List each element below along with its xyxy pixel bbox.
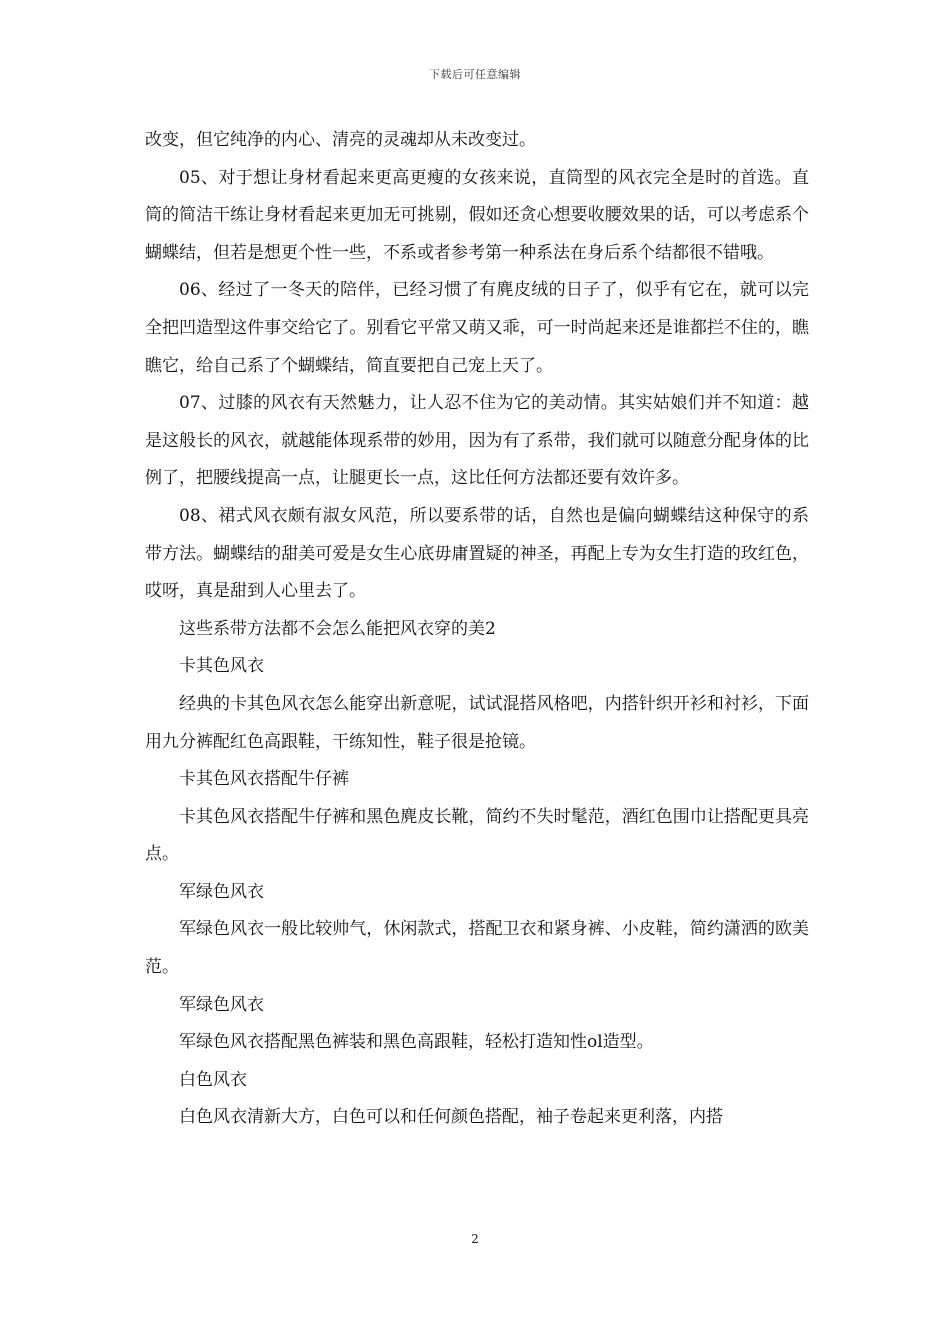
page-header: 下载后可任意编辑 xyxy=(429,68,521,81)
page-number: 2 xyxy=(471,1232,479,1246)
paragraph: 05、对于想让身材看起来更高更瘦的女孩来说，直筒型的风衣完全是时的首选。直筒的简洁干练让身材看起来更加无可挑剔，假如还贪心想要收腰效果的话，可以考虑系个蝴蝶结，但若是想更个性一些，不系或者参考第一种系法在身后系个结都很不错哦。 xyxy=(145,167,809,263)
paragraph: 改变，但它纯净的内心、清亮的灵魂却从未改变过。 xyxy=(145,130,536,150)
paragraph: 08、裙式风衣颇有淑女风范，所以要系带的话，自然也是偏向蝴蝶结这种保守的系带方法。蝴蝶结的甜美可爱是女生心底毋庸置疑的神圣，再配上专为女生打造的玫红色，哎呀，真是甜到人心里去了。 xyxy=(145,505,809,602)
subheading: 军绿色风衣 xyxy=(179,994,264,1015)
paragraph: 军绿色风衣搭配黑色裤装和黑色高跟鞋，轻松打造知性ol造型。 xyxy=(179,1032,654,1053)
paragraph: 军绿色风衣一般比较帅气，休闲款式，搭配卫衣和紧身裤、小皮鞋，简约潇洒的欧美范。 xyxy=(145,919,809,978)
subheading: 卡其色风衣 xyxy=(179,656,264,677)
paragraph: 06、经过了一冬天的陪伴，已经习惯了有麂皮绒的日子了，似乎有它在，就可以完全把凹造型这件事交给它了。别看它平常又萌又乖，可一时尚起来还是谁都拦不住的，瞧瞧它，给自己系了个蝴蝶结，简直要把自己宠上天了。 xyxy=(145,280,809,376)
paragraph: 白色风衣清新大方，白色可以和任何颜色搭配，袖子卷起来更利落，内搭 xyxy=(179,1107,723,1128)
subheading: 白色风衣 xyxy=(179,1069,247,1090)
paragraph: 07、过膝的风衣有天然魅力，让人忍不住为它的美动情。其实姑娘们并不知道：越是这般长的风衣，就越能体现系带的妙用，因为有了系带，我们就可以随意分配身体的比例了，把腰线提高一点，让腿更长一点，这比任何方法都还要有效许多。 xyxy=(145,393,809,489)
subheading: 军绿色风衣 xyxy=(179,881,264,902)
paragraph: 经典的卡其色风衣怎么能穿出新意呢，试试混搭风格吧，内搭针织开衫和衬衫，下面用九分裤配红色高跟鞋，干练知性，鞋子很是抢镜。 xyxy=(145,693,809,752)
paragraph: 卡其色风衣搭配牛仔裤和黑色麂皮长靴，简约不失时髦范，酒红色围巾让搭配更具亮点。 xyxy=(145,806,809,865)
section-heading: 这些系带方法都不会怎么能把风衣穿的美2 xyxy=(179,618,496,639)
body-text xyxy=(145,122,809,1137)
subheading: 卡其色风衣搭配牛仔裤 xyxy=(179,769,349,790)
